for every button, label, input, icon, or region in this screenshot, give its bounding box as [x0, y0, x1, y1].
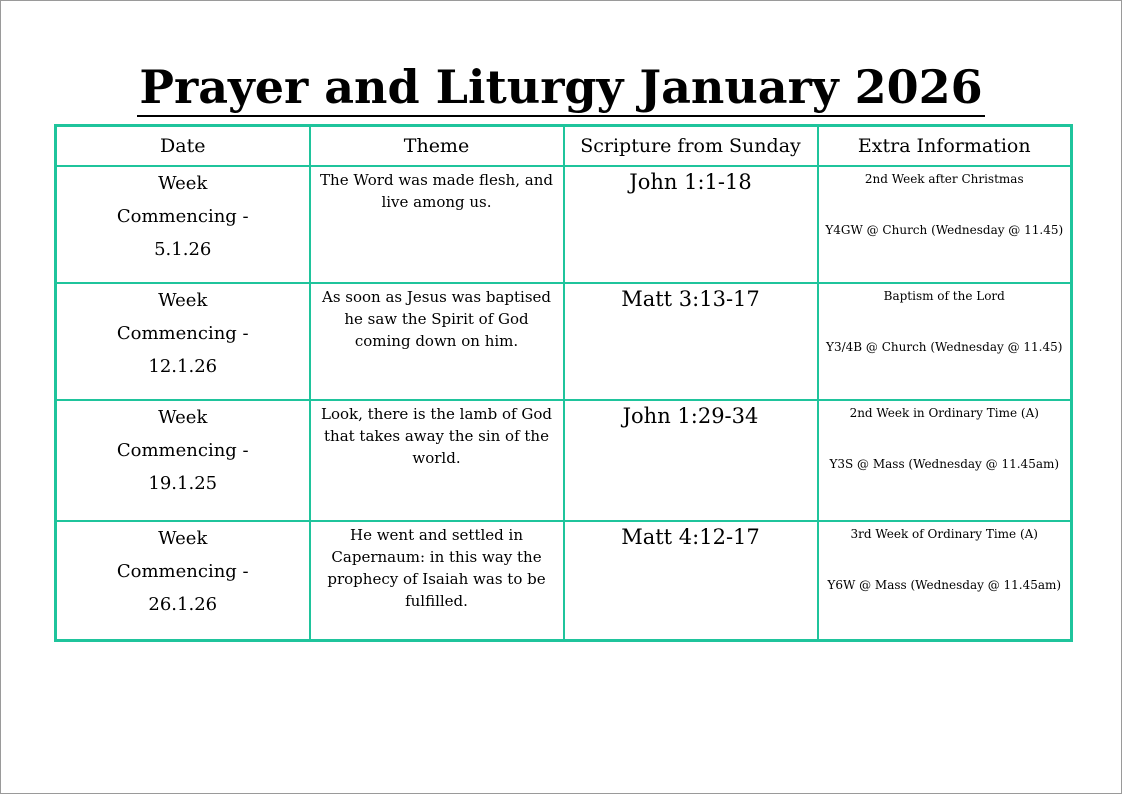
theme-cell: The Word was made flesh, and live among us. [310, 166, 564, 283]
liturgical-week: 2nd Week after Christmas [864, 172, 1024, 186]
date-week: Week [158, 173, 208, 194]
extra-information-cell [818, 521, 1072, 641]
theme-cell: Look, there is the lamb of God that takes away the sin of the world. [310, 400, 564, 521]
date-value: 26.1.26 [148, 594, 218, 615]
date-value: 19.1.25 [148, 473, 218, 494]
date-week: Week [158, 528, 208, 549]
date-value: 5.1.26 [154, 239, 212, 260]
class-service-info: Y4GW @ Church (Wednesday @ 11.45) [825, 223, 1064, 237]
date-commencing: Commencing - [116, 323, 249, 344]
date-week: Week [158, 407, 208, 428]
scripture-cell: John 1:29-34 [564, 400, 818, 521]
table-row [56, 400, 1072, 521]
class-service-info: Y6W @ Mass (Wednesday @ 11.45am) [827, 578, 1062, 592]
column-header-date: Date [56, 126, 310, 167]
extra-information-cell [818, 283, 1072, 400]
extra-information-cell [818, 400, 1072, 521]
column-header-theme: Theme [310, 126, 564, 167]
date-cell [56, 521, 310, 641]
date-value: 12.1.26 [148, 356, 218, 377]
scripture-cell: Matt 3:13-17 [564, 283, 818, 400]
theme-cell: He went and settled in Capernaum: in this way the prophecy of Isaiah was to be fulfilled. [310, 521, 564, 641]
liturgical-week: Baptism of the Lord [883, 289, 1005, 303]
date-week: Week [158, 290, 208, 311]
date-cell [56, 400, 310, 521]
liturgical-week: 2nd Week in Ordinary Time (A) [849, 406, 1039, 420]
page-title [0, 57, 1122, 117]
date-commencing: Commencing - [116, 561, 249, 582]
class-service-info: Y3/4B @ Church (Wednesday @ 11.45) [826, 340, 1063, 354]
liturgy-schedule-table [54, 124, 1073, 642]
date-commencing: Commencing - [116, 440, 249, 461]
page-title-text: Prayer and Liturgy January 2026 [137, 60, 984, 117]
liturgical-week: 3rd Week of Ordinary Time (A) [850, 527, 1038, 541]
table-row [56, 521, 1072, 641]
date-cell [56, 166, 310, 283]
date-commencing: Commencing - [116, 206, 249, 227]
column-header-extra-information: Extra Information [818, 126, 1072, 167]
table-row [56, 283, 1072, 400]
table-row [56, 166, 1072, 283]
scripture-cell: Matt 4:12-17 [564, 521, 818, 641]
scripture-cell: John 1:1-18 [564, 166, 818, 283]
extra-information-cell [818, 166, 1072, 283]
theme-cell: As soon as Jesus was baptised he saw the Spirit of God coming down on him. [310, 283, 564, 400]
date-cell [56, 283, 310, 400]
column-header-scripture: Scripture from Sunday [564, 126, 818, 167]
class-service-info: Y3S @ Mass (Wednesday @ 11.45am) [829, 457, 1060, 471]
table-header-row [56, 126, 1072, 167]
